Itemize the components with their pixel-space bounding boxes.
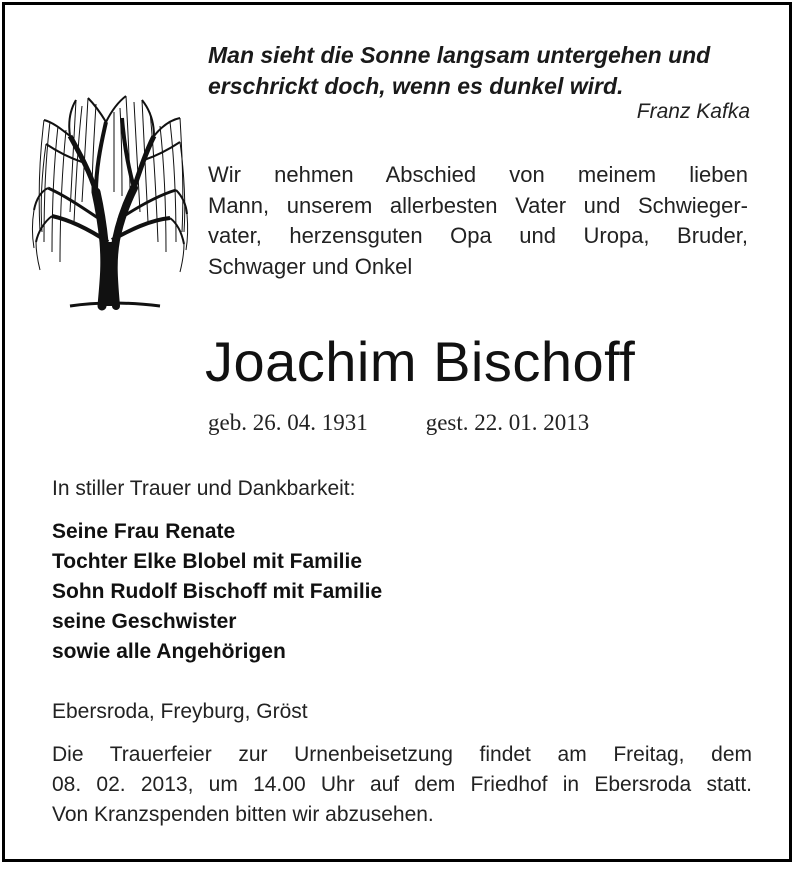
farewell-line: Mann, unserem allerbesten Vater und Schwieger- (208, 192, 748, 218)
weeping-tree-icon (30, 92, 190, 314)
mourners-list (52, 517, 382, 667)
life-dates (208, 410, 589, 436)
farewell-line: Schwager und Onkel (208, 253, 413, 279)
mourner-name: Tochter Elke Blobel mit Familie (52, 550, 363, 573)
ceremony-line: 08. 02. 2013, um 14.00 Uhr auf dem Friedhof in Ebersroda statt. (52, 773, 752, 796)
ceremony-notice (52, 740, 752, 830)
farewell-line: Wir nehmen Abschied von meinem lieben (208, 162, 748, 187)
death-date: gest. 22. 01. 2013 (425, 410, 590, 435)
places: Ebersroda, Freyburg, Gröst (52, 700, 308, 723)
mourner-name: Sohn Rudolf Bischoff mit Familie (52, 580, 383, 603)
ceremony-line: Die Trauerfeier zur Urnenbeisetzung findet am Freitag, dem (52, 743, 752, 766)
birth-date: geb. 26. 04. 1931 (208, 410, 368, 435)
farewell-text (208, 160, 748, 282)
deceased-name: Joachim Bischoff (205, 330, 636, 393)
quote-line: erschrickt doch, wenn es dunkel wird. (208, 73, 624, 99)
quote-author: Franz Kafka (636, 100, 750, 123)
kafka-quote (208, 40, 748, 102)
mourner-name: Seine Frau Renate (52, 520, 236, 543)
mourner-name: sowie alle Angehörigen (52, 640, 286, 663)
ceremony-line: Von Kranzspenden bitten wir abzusehen. (52, 803, 434, 826)
mourner-name: seine Geschwister (52, 610, 237, 633)
quote-line: Man sieht die Sonne langsam untergehen und (208, 42, 711, 68)
mourners-heading: In stiller Trauer und Dankbarkeit: (52, 477, 356, 500)
farewell-line: vater, herzensguten Opa und Uropa, Bruder, (208, 223, 748, 248)
